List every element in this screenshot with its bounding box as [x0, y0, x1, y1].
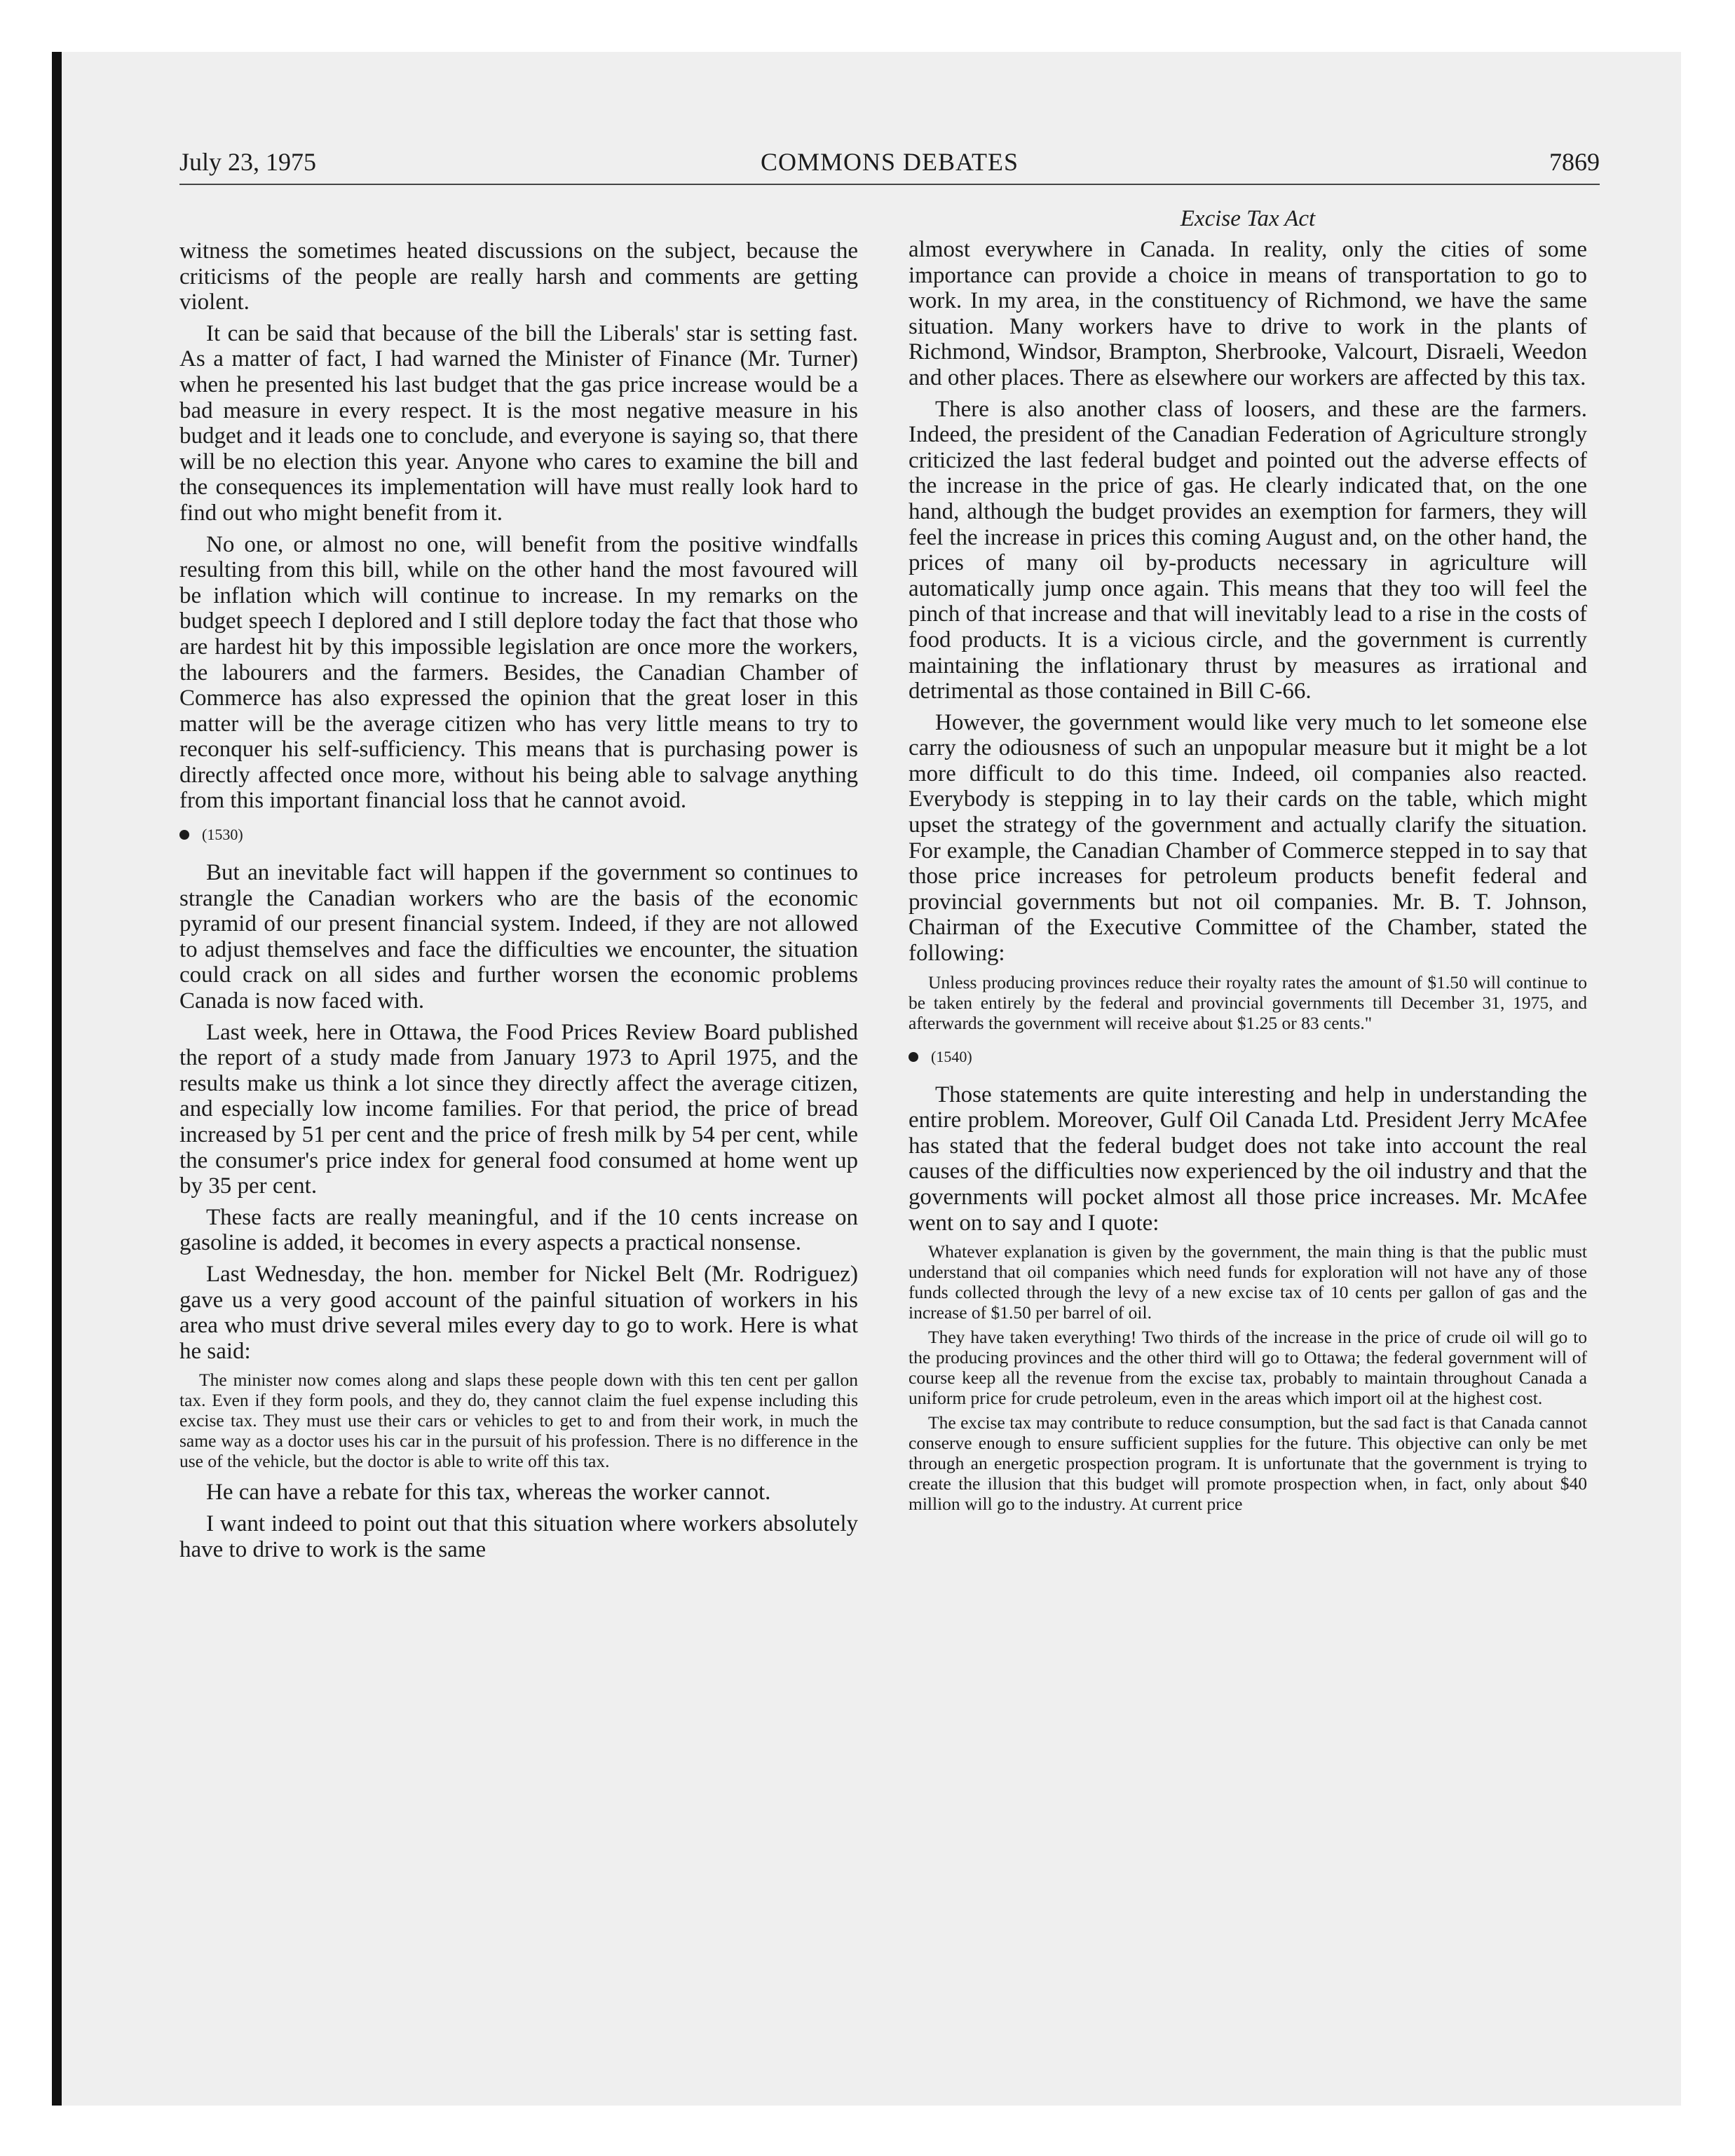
paragraph: He can have a rebate for this tax, whereas the worker cannot. — [206, 1480, 771, 1506]
paragraph: I want indeed to point out that this situation where workers absolutely have to drive to work is the same — [179, 1510, 858, 1562]
block-quote — [909, 972, 1587, 1033]
paragraph: It can be said that because of the bill the Liberals' star is setting fast. As a matter of fact, I had warned the Minister of Finance (Mr. Turner) when he presented his last budget that the gas price increase would be a bad measure in every respect. It is the most negative measure in his budget and it leads one to conclude, and everyone is saying so, that there will be no election this year. Anyone who cares to examine the bill and the consequences its implementation will have must really look hard to find out who might benefit from it. — [179, 320, 858, 526]
paragraph: witness the sometimes heated discussions on the subject, because the criticisms of the people are really harsh and comments are getting violent. — [179, 238, 858, 315]
page-number: 7869 — [1549, 148, 1600, 176]
header-title: COMMONS DEBATES — [760, 148, 1019, 176]
quote-paragraph: Whatever explanation is given by the government, the main thing is that the public must understand that oil companies which need funds for exploration will not have any of those funds collected through the levy of a new excise tax of 10 cents per gallon of gas and the increase of $1.50 per barrel of oil. — [909, 1241, 1587, 1323]
time-marker — [179, 819, 858, 850]
paragraph: No one, or almost no one, will benefit from the positive windfalls resulting from this bill, while on the other hand the most favoured will be inflation which will continue to increase. In my remarks on the budget speech I deplored and I still deplore today the fact that those who are hardest hit by this impossible legislation are once more the workers, the labourers and the farmers. Besides, the Canadian Chamber of Commerce has also expressed the opinion that the great loser in this matter will be the average citizen who has very little means to try to reconquer his self-sufficiency. This means that is purchasing power is directly affected once more, without his being able to salvage anything from this important financial loss that he cannot avoid. — [179, 531, 858, 814]
page-header — [179, 144, 1600, 185]
bullet-icon — [909, 1052, 918, 1062]
paragraph: These facts are really meaningful, and if the 10 cents increase on gasoline is added, it becomes in every aspects a practical nonsense. — [179, 1204, 858, 1256]
paragraph: Last week, here in Ottawa, the Food Prices Review Board published the report of a study made from January 1973 to April 1975, and the results make us think a lot since they directly affect the average citizen, and especially low income families. For that period, the price of bread increased by 51 per cent and the price of fresh milk by 54 per cent, while the consumer's price index for general food consumed at home went up by 35 per cent. — [179, 1019, 858, 1199]
quote-paragraph: Unless producing provinces reduce their royalty rates the amount of $1.50 will continue to be taken entirely by the federal and provincial governments till December 31, 1975, and afterwards the government will receive about $1.25 or 83 cents." — [909, 971, 1587, 1033]
right-column — [909, 202, 1587, 1522]
paragraph: However, the government would like very much to let someone else carry the odiousness of such an unpopular measure but it might be a lot more difficult to do this time. Indeed, oil companies also reacted. Everybody is stepping in to lay their cards on the table, which might upset the strategy of the government and actually clarify the situation. For example, the Canadian Chamber of Commerce stepped in to say that those price increases for petroleum products benefit federal and provincial governments but not oil companies. Mr. B. T. Johnson, Chairman of the Executive Committee of the Chamber, stated the following: — [909, 709, 1587, 967]
block-quote — [909, 1241, 1587, 1514]
left-column — [179, 238, 858, 1568]
time-marker-label: (1530) — [202, 826, 243, 844]
binding-edge — [52, 52, 62, 2106]
bullet-icon — [179, 830, 189, 840]
quote-paragraph: The excise tax may contribute to reduce consumption, but the sad fact is that Canada cannot conserve enough to ensure sufficient supplies for the future. This objective can only be met through an energetic prospection program. It is unfortunate that the government is trying to create the illusion that this budget will promote prospection when, in fact, only about $40 million will go to the industry. At current price — [909, 1412, 1587, 1515]
time-marker — [909, 1042, 1587, 1072]
paragraph: But an inevitable fact will happen if the government so continues to strangle the Canadian workers who are the basis of the economic pyramid of our present financial system. Indeed, if they are not allowed to adjust themselves and face the difficulties we encounter, the situation could crack on all sides and further worsen the economic problems Canada is now faced with. — [179, 860, 858, 1014]
quote-paragraph: The minister now comes along and slaps these people down with this ten cent per gallon tax. Even if they form pools, and they do, they cannot claim the fuel expense including this excise tax. They must use their cars or vehicles to get to and from their work, in much the same way as a doctor uses his car in the pursuit of his profession. There is no difference in the use of the vehicle, but the doctor is able to write off this tax. — [179, 1370, 858, 1472]
paragraph: almost everywhere in Canada. In reality, only the cities of some importance can provide a choice in means of transportation to go to work. In my area, in the constituency of Richmond, we have the same situation. Many workers have to drive to work in the plants of Richmond, Windsor, Brampton, Sherbrooke, Valcourt, Disraeli, Weedon and other places. There as elsewhere our workers are affected by this tax. — [909, 237, 1587, 390]
block-quote — [179, 1370, 858, 1471]
section-subtitle: Excise Tax Act — [1180, 206, 1316, 231]
paragraph: Last Wednesday, the hon. member for Nickel Belt (Mr. Rodriguez) gave us a very good account of the painful situation of workers in his area who must drive several miles every day to go to work. Here is what he said: — [179, 1261, 858, 1364]
paragraph: Those statements are quite interesting and help in understanding the entire problem. Moreover, Gulf Oil Canada Ltd. President Jerry McAfee has stated that the federal budget does not take into account the real causes of the difficulties now experienced by the oil industry and that the governments will pocket almost all those price increases. Mr. McAfee went on to say and I quote: — [909, 1082, 1587, 1236]
header-date: July 23, 1975 — [179, 148, 317, 176]
quote-paragraph: They have taken everything! Two thirds of the increase in the price of crude oil will go to the producing provinces and the other third will go to Ottawa; the federal government will of course keep all the revenue from the excise tax, probably to maintain throughout Canada a uniform price for crude petroleum, even in the areas which import oil at the highest cost. — [909, 1327, 1587, 1409]
time-marker-label: (1540) — [931, 1047, 972, 1065]
paragraph: There is also another class of loosers, and these are the farmers. Indeed, the president of the Canadian Federation of Agriculture strongly criticized the last federal budget and pointed out the adverse effects of the increase in the price of gas. He clearly indicated that, on the one hand, although the budget provides an exemption for farmers, they will feel the increase in prices this coming August and, on the other hand, the prices of many oil by-products necessary in agriculture will automatically jump once again. This means that they too will feel the pinch of that increase and that will inevitably lead to a rise in the costs of food products. It is a vicious circle, and the government is currently maintaining the inflationary thrust by measures as irrational and detrimental as those contained in Bill C-66. — [909, 396, 1587, 704]
